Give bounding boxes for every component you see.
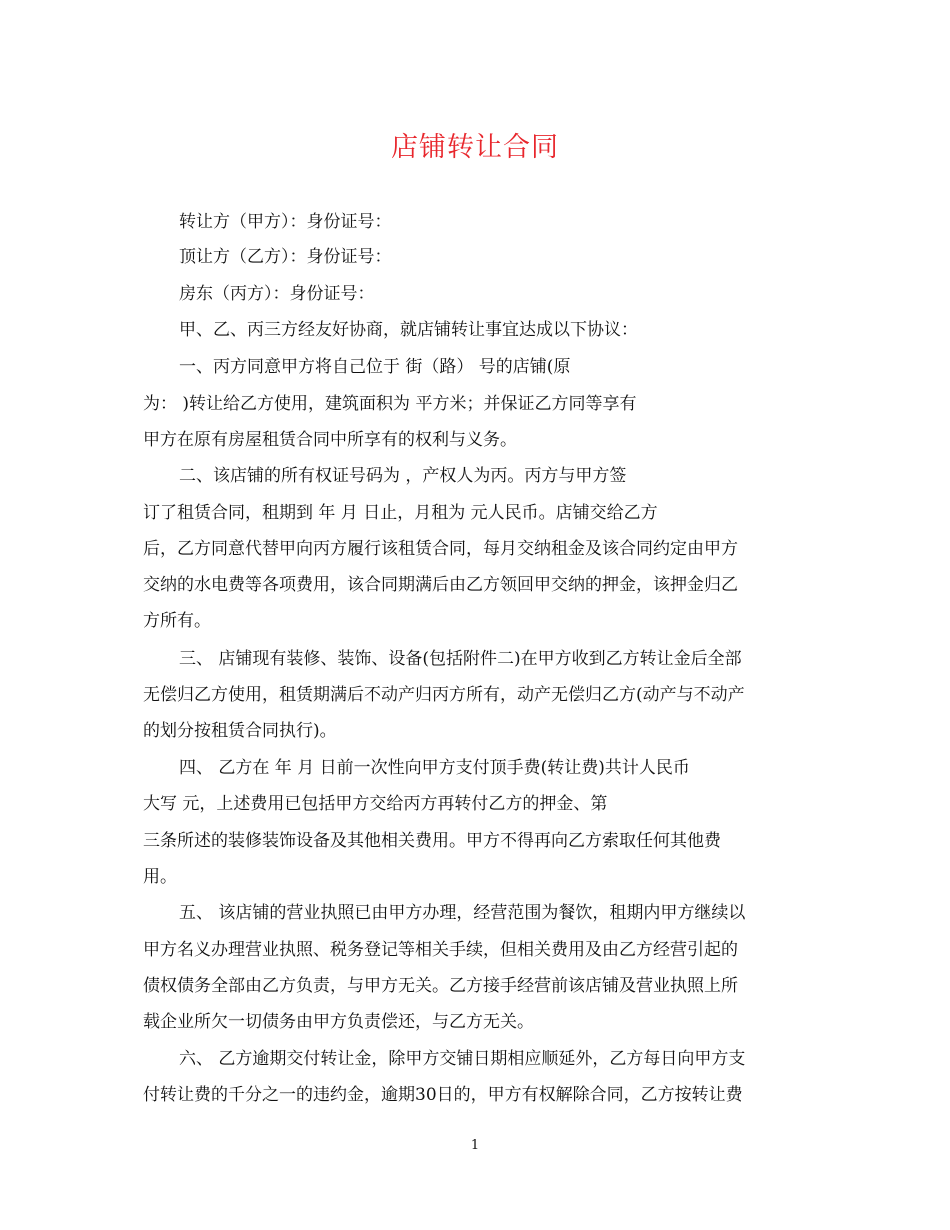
clause-4-line-4: 用。 <box>143 867 177 887</box>
party-c-line: 房东（丙方）：身份证号： <box>179 284 375 304</box>
party-b-line: 顶让方（乙方）：身份证号： <box>179 247 392 267</box>
clause-2-line-1: 二、该店铺的所有权证号码为 ，产权人为丙。丙方与甲方签 <box>179 466 627 486</box>
clause-5-line-4: 载企业所欠一切债务由甲方负责偿还，与乙方无关。 <box>143 1012 534 1032</box>
clause-1-line-1: 一、丙方同意甲方将自己位于 街（路） 号的店铺(原 <box>179 357 571 377</box>
clause-2-line-2: 订了租赁合同，租期到 年 月 日止，月租为 元人民币。店铺交给乙方 <box>143 503 658 523</box>
clause-3-line-1: 三、 店铺现有装修、装饰、设备(包括附件二)在甲方收到乙方转让金后全部 <box>179 649 742 669</box>
document-title: 店铺转让合同 <box>391 132 559 163</box>
agreement-intro-line: 甲、乙、丙三方经友好协商，就店铺转让事宜达成以下协议： <box>179 320 638 340</box>
clause-3-line-2: 无偿归乙方使用，租赁期满后不动产归丙方所有，动产无偿归乙方(动产与不动产 <box>143 685 745 705</box>
clause-1-line-2: 为： )转让给乙方使用，建筑面积为 平方米；并保证乙方同等享有 <box>143 394 637 414</box>
clause-5-line-1: 五、 该店铺的营业执照已由甲方办理，经营范围为餐饮，租期内甲方继续以 <box>179 903 746 923</box>
clause-4-line-3: 三条所述的装修装饰设备及其他相关费用。甲方不得再向乙方索取任何其他费 <box>143 831 721 851</box>
clause-6-line-1: 六、 乙方逾期交付转让金，除甲方交铺日期相应顺延外，乙方每日向甲方支 <box>179 1049 746 1069</box>
clause-4-line-2: 大写 元，上述费用已包括甲方交给丙方再转付乙方的押金、第 <box>143 794 608 814</box>
clause-2-line-4: 交纳的水电费等各项费用，该合同期满后由乙方领回甲交纳的押金，该押金归乙 <box>143 575 738 595</box>
clause-1-line-3: 甲方在原有房屋租赁合同中所享有的权利与义务。 <box>143 430 517 450</box>
clause-2-line-5: 方所有。 <box>143 611 211 631</box>
clause-4-line-1: 四、 乙方在 年 月 日前一次性向甲方支付顶手费(转让费)共计人民币 <box>179 758 690 778</box>
clause-5-line-2: 甲方名义办理营业执照、税务登记等相关手续，但相关费用及由乙方经营引起的 <box>143 940 738 960</box>
clause-6-line-2: 付转让费的千分之一的违约金，逾期30日的，甲方有权解除合同，乙方按转让费 <box>143 1085 743 1105</box>
page-number: 1 <box>470 1138 480 1153</box>
clause-2-line-3: 后，乙方同意代替甲向丙方履行该租赁合同，每月交纳租金及该合同约定由甲方 <box>143 539 738 559</box>
clause-3-line-3: 的划分按租赁合同执行)。 <box>143 721 337 741</box>
clause-5-line-3: 债权债务全部由乙方负责，与甲方无关。乙方接手经营前该店铺及营业执照上所 <box>143 976 738 996</box>
party-a-line: 转让方（甲方）：身份证号： <box>179 212 392 232</box>
